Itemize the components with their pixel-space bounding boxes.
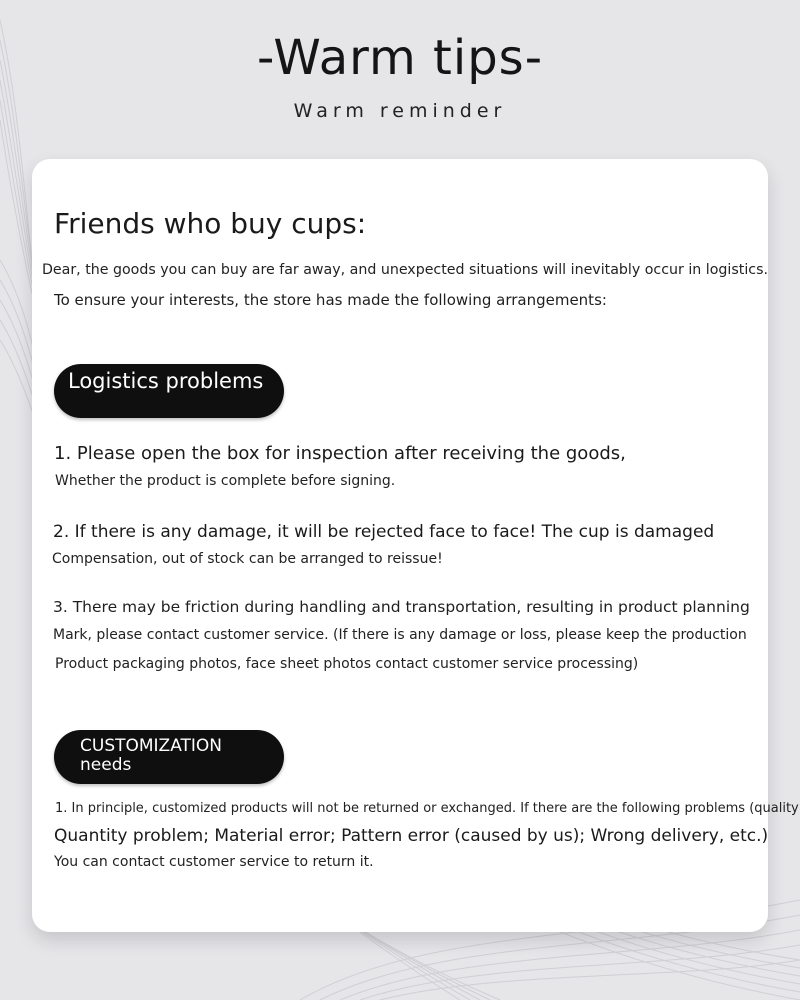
tips-card [32,159,799,932]
logistics-badge [54,364,284,418]
logistics-item-2-line-1: 2. If there is any damage, it will be rejected face to face! The cup is damaged [53,522,715,542]
page-subtitle: Warm reminder [293,100,507,122]
customization-line-2: Quantity problem; Material error; Pattern error (caused by us); Wrong delivery, etc.) [54,826,769,846]
logistics-item-1-line-1: 1. Please open the box for inspection after receiving the goods, [54,443,626,464]
intro-line-1: Dear, the goods you can buy are far away, and unexpected situations will inevitably occur in logistics. [42,262,768,278]
logistics-item-1-line-2: Whether the product is complete before signing. [55,473,396,489]
customization-badge-label: CUSTOMIZATION needs [80,736,223,775]
page-title: -Warm tips- [256,30,544,86]
customization-line-1: 1. In principle, customized products will not be returned or exchanged. If there are the following problems (quality [55,801,799,816]
logistics-item-3-line-2: Mark, please contact customer service. (If there is any damage or loss, please keep the production [53,627,747,643]
logistics-item-3-line-1: 3. There may be friction during handling and transportation, resulting in product planning [53,598,750,616]
logistics-item-3-line-3: Product packaging photos, face sheet photos contact customer service processing) [55,656,639,672]
intro-heading: Friends who buy cups: [54,207,367,240]
logistics-item-2-line-2: Compensation, out of stock can be arranged to reissue! [52,551,443,567]
logistics-badge-label: Logistics problems [68,369,264,393]
intro-line-2: To ensure your interests, the store has made the following arrangements: [54,291,607,309]
customization-badge [54,730,284,784]
customization-line-3: You can contact customer service to return it. [54,854,374,870]
